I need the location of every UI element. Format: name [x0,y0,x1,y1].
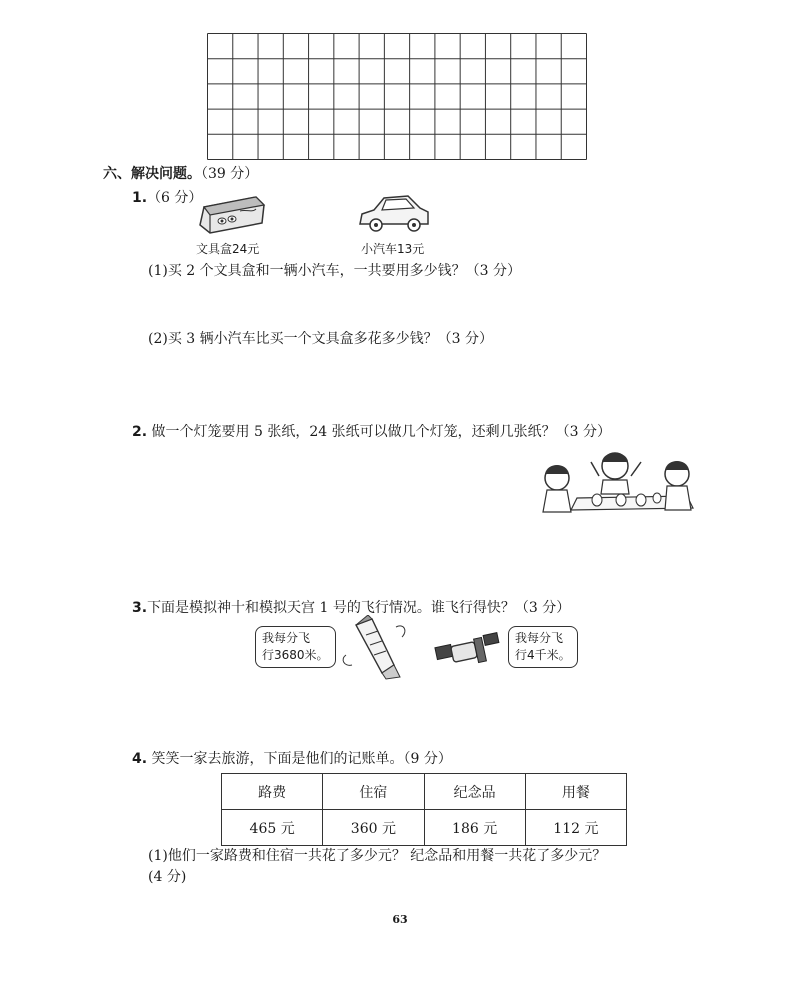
table-row [222,810,627,846]
section-title [103,165,258,183]
toy-car-caption: 小汽车13元 [361,242,425,256]
pencil-box-image [196,193,268,237]
table-cell: 360 元 [323,810,424,846]
table-header-cell: 用餐 [525,774,626,810]
table-cell: 112 元 [525,810,626,846]
table-header-row [222,774,627,810]
q1-sub2: (2)买 3 辆小汽车比买一个文具盒多花多少钱？（3 分） [148,331,493,347]
toy-car-image [356,190,432,236]
q1-header [132,189,202,207]
q1-number: 1. [132,190,148,206]
table-cell: 465 元 [222,810,323,846]
q4-number: 4. [132,751,148,767]
table-cell: 186 元 [424,810,525,846]
bubble1-line2: 行3680米。 [262,648,329,662]
tiangong-station-image [432,632,502,672]
page-number: 63 [392,913,408,926]
bubble2-line2: 行4千米。 [515,648,571,662]
bubble2-line1: 我每分飞 [515,631,564,645]
section-title-text: 六、解决问题。 [103,166,201,182]
q3-text: 下面是模拟神十和模拟天宫 1 号的飞行情况。谁飞行得快？（3 分） [147,600,571,616]
expense-table [221,773,627,846]
q2-question [132,423,611,441]
writing-grid [207,33,587,160]
q4-question [132,750,452,768]
table-header-cell: 路费 [222,774,323,810]
shenshi-spacecraft-image [338,615,410,681]
q3-number: 3. [132,600,148,616]
q4-text: 笑笑一家去旅游，下面是他们的记账单。（9 分） [151,751,452,767]
q1-score: （6 分） [147,190,203,206]
table-header-cell: 纪念品 [424,774,525,810]
shenshi-speech-bubble [255,626,336,668]
q4-sub1-line1: (1)他们一家路费和住宿一共花了多少元？ 纪念品和用餐一共花了多少元？ [148,848,607,864]
table-header-cell: 住宿 [323,774,424,810]
q2-text: 做一个灯笼要用 5 张纸，24 张纸可以做几个灯笼，还剩几张纸？（3 分） [151,424,611,440]
q4-sub1-line2: (4 分) [148,869,187,885]
q1-sub1: (1)买 2 个文具盒和一辆小汽车，一共要用多少钱？（3 分） [148,263,521,279]
tiangong-speech-bubble [508,626,578,668]
section-score: （39 分） [201,166,259,182]
bubble1-line1: 我每分飞 [262,631,311,645]
q2-number: 2. [132,424,148,440]
children-making-lanterns-image [537,448,697,524]
pencil-box-caption: 文具盒24元 [196,242,260,256]
